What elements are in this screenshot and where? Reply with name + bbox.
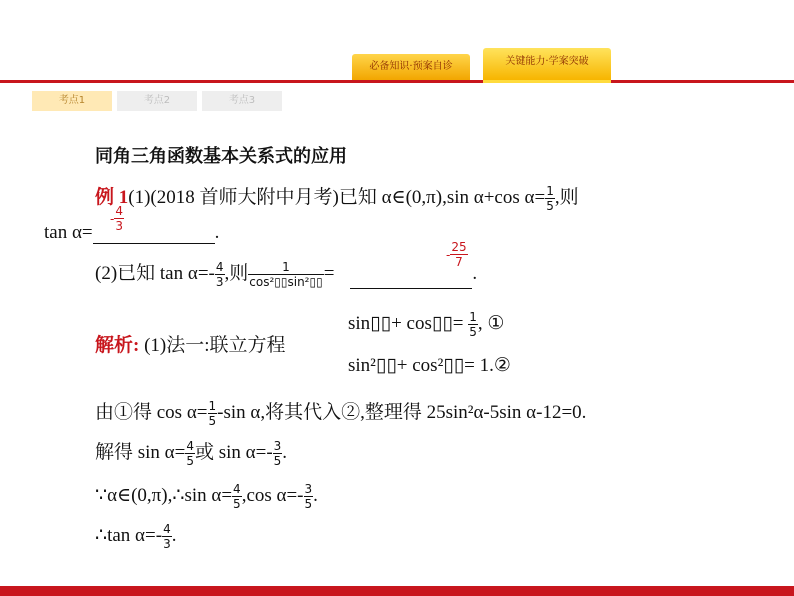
example-line-1 [95,182,579,213]
solution-line-4: 解得 sin α= $\frac{4}{5}$ 或 sin α=- $\frac{3}{5}$ . [95,439,288,469]
footer-bar [0,586,794,596]
equation-1-mark: , ① [477,312,505,334]
solution-line-3: 由①得 cos α= $\frac{1}{5}$ -sin α,将其代入②,整理得 25sin²α-5sin α-12=0. [95,399,587,429]
header-divider [0,80,794,83]
fraction: $\frac{4}{3}$ [215,260,224,290]
tab-key-abilities[interactable]: 关键能力·学案突破 [483,48,611,83]
solution-line-6: ∴tan α=- $\frac{4}{3}$ . [95,522,177,551]
big-fraction: $\frac{1}{\text{cos²▯▯sin²▯▯}}$ [249,260,323,290]
solution-intro-text: (1)法一:联立方程 [144,335,286,356]
equation-2: sin²▯▯+ cos²▯▯= 1.② [348,355,511,376]
tan-label: tan α= [44,222,93,243]
tab-point-3[interactable]: 考点3 [202,91,282,111]
solution-line-5: ∵α∈(0,π),∴sin α= $\frac{4}{5}$ ,cos α=- $\frac{3}{5}$ . [95,482,318,511]
example-label: 例 1 [95,187,129,208]
tab-point-2[interactable]: 考点2 [117,91,197,111]
fraction: $\frac{1}{5}$ [546,184,554,214]
section-title: 同角三角函数基本关系式的应用 [95,146,347,167]
tab-prior-knowledge[interactable]: 必备知识·预案自诊 [352,54,470,80]
example-part2-text: (2)已知 tan α=- [95,263,215,284]
answer-1: - $\frac{4}{3}$ [110,204,123,233]
equation-1: sin▯▯+ cos▯▯= $\frac{1}{5}$ , ① [348,310,505,339]
answer-blank-2 [350,268,472,289]
example-line-3: (2)已知 tan α=- $\frac{4}{3}$ ,则 $\frac{1}{\text{cos²▯▯sin²▯▯}}$ = . [95,260,478,290]
example-line-2: tan α= . [44,222,220,243]
answer-2: - $\frac{25}{7}$ [446,240,467,269]
equation-1-left: sin▯▯+ cos▯▯= [348,312,464,334]
tab-point-1[interactable]: 考点1 [32,91,112,111]
solution-label: 解析: [95,335,140,356]
equals-sign: = [323,263,335,284]
solution-intro [95,330,286,357]
example-part1-end: ,则 [554,187,579,208]
example-part1-text: (1)(2018 首师大附中月考)已知 α∈(0,π),sin α+cos α= [128,187,546,208]
then-text: ,则 [224,263,249,284]
